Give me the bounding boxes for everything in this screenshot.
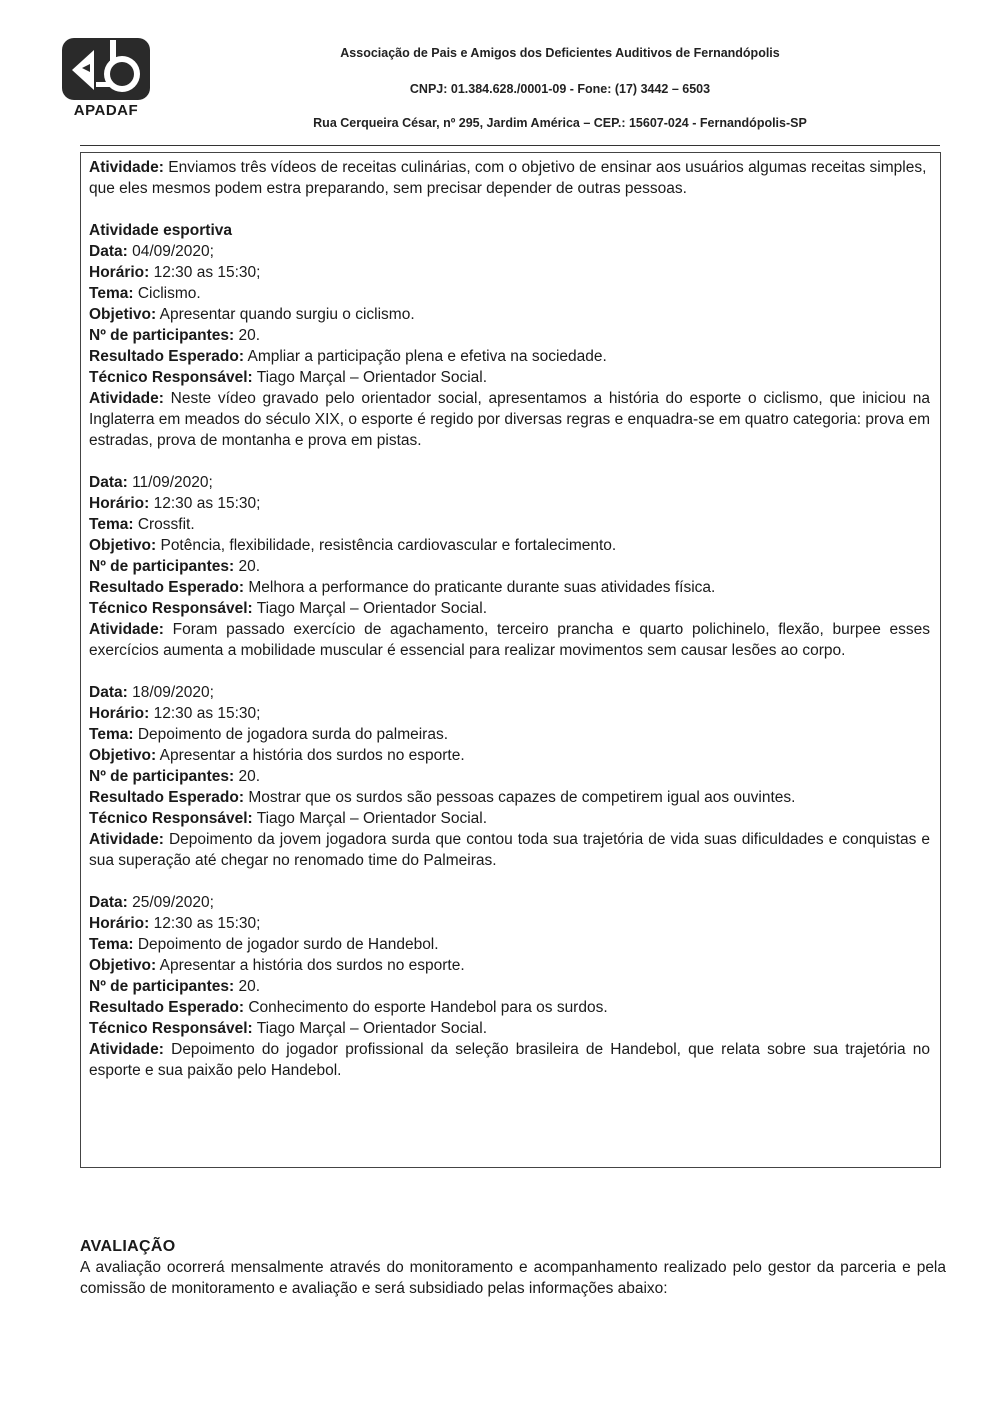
entry-atividade-label: Atividade: <box>89 390 164 407</box>
activity-entry <box>89 892 930 1081</box>
entry-tema-value: Ciclismo. <box>133 285 201 302</box>
entry-participantes-value: 20. <box>234 768 261 785</box>
entry-atividade-line <box>89 829 930 871</box>
entry-tema-line <box>89 724 930 745</box>
entry-objetivo-line <box>89 745 930 766</box>
activity-entry <box>89 472 930 661</box>
entry-tema-value: Depoimento de jogador surdo de Handebol. <box>133 936 439 953</box>
entry-horario-line <box>89 913 930 934</box>
entry-objetivo-value: Apresentar a história dos surdos no esporte. <box>156 957 465 974</box>
entry-atividade-label: Atividade: <box>89 621 164 638</box>
ear-logo-icon <box>60 36 152 102</box>
entry-participantes-line <box>89 766 930 787</box>
entry-tema-line <box>89 934 930 955</box>
entry-tecnico-line <box>89 1018 930 1039</box>
entry-objetivo-value: Apresentar quando surgiu o ciclismo. <box>156 306 415 323</box>
entry-participantes-label: Nº de participantes: <box>89 327 235 344</box>
entry-tema-label: Tema: <box>89 936 134 953</box>
entry-tema-value: Crossfit. <box>133 516 195 533</box>
entry-horario-line <box>89 493 930 514</box>
entry-data-line <box>89 472 930 493</box>
entry-data-label: Data: <box>89 684 128 701</box>
entry-data-line <box>89 241 930 262</box>
entry-atividade-value: Neste vídeo gravado pelo orientador social, apresentamos a história do esporte o ciclismo, que iniciou na Inglaterra em meados do século XIX, o esporte é regido por diversas regras e enquadra-se em quatro categoria: prova em estradas, prova de montanha e prova em pistas. <box>89 390 930 449</box>
entry-resultado-value: Conhecimento do esporte Handebol para os surdos. <box>244 999 608 1016</box>
entry-horario-line <box>89 703 930 724</box>
entry-tecnico-value: Tiago Marçal – Orientador Social. <box>252 1020 488 1037</box>
entry-data-value: 11/09/2020; <box>127 474 213 491</box>
entry-participantes-label: Nº de participantes: <box>89 768 235 785</box>
entry-resultado-line <box>89 577 930 598</box>
entries-list <box>89 241 930 1081</box>
entry-objetivo-label: Objetivo: <box>89 747 157 764</box>
entry-resultado-line <box>89 346 930 367</box>
entry-resultado-line <box>89 787 930 808</box>
entry-atividade-value: Foram passado exercício de agachamento, terceiro prancha e quarto polichinelo, flexão, burpee esses exercícios aumenta a mobilidade muscular é essencial para realizar movimentos sem causar lesões ao corpo. <box>89 621 930 659</box>
entry-resultado-value: Melhora a performance do praticante durante suas atividades física. <box>244 579 716 596</box>
entry-atividade-line <box>89 388 930 451</box>
entry-horario-label: Horário: <box>89 264 150 281</box>
entry-tecnico-line <box>89 808 930 829</box>
entry-objetivo-value: Potência, flexibilidade, resistência cardiovascular e fortalecimento. <box>156 537 617 554</box>
entry-data-line <box>89 682 930 703</box>
entry-tecnico-label: Técnico Responsável: <box>89 369 253 386</box>
entry-participantes-label: Nº de participantes: <box>89 978 235 995</box>
entry-horario-label: Horário: <box>89 495 150 512</box>
entry-objetivo-label: Objetivo: <box>89 957 157 974</box>
entry-horario-value: 12:30 as 15:30; <box>149 915 261 932</box>
entry-horario-label: Horário: <box>89 705 150 722</box>
entry-atividade-label: Atividade: <box>89 1041 164 1058</box>
entry-resultado-label: Resultado Esperado: <box>89 999 245 1016</box>
entry-participantes-line <box>89 976 930 997</box>
entry-objetivo-line <box>89 535 930 556</box>
entry-participantes-value: 20. <box>234 978 261 995</box>
entry-objetivo-label: Objetivo: <box>89 537 157 554</box>
entry-tecnico-value: Tiago Marçal – Orientador Social. <box>252 600 488 617</box>
avaliacao-text: A avaliação ocorrerá mensalmente através do monitoramento e acompanhamento realizado pelo gestor da parceria e pela comissão de monitoramento e avaliação e será subsidiado pelas informações abaixo: <box>80 1259 946 1297</box>
entry-data-value: 25/09/2020; <box>127 894 214 911</box>
cnpj-line: CNPJ: 01.384.628./0001-09 - Fone: (17) 3442 – 6503 <box>409 82 711 96</box>
entry-participantes-label: Nº de participantes: <box>89 558 235 575</box>
entry-data-value: 04/09/2020; <box>127 243 214 260</box>
intro-text: Enviamos três vídeos de receitas culinárias, com o objetivo de ensinar aos usuários algumas receitas simples, que eles mesmos podem estra preparando, sem precisar depender de outras pessoas. <box>89 159 927 197</box>
entry-tecnico-label: Técnico Responsável: <box>89 810 253 827</box>
entry-tecnico-value: Tiago Marçal – Orientador Social. <box>252 810 488 827</box>
entry-atividade-line <box>89 1039 930 1081</box>
entry-objetivo-line <box>89 955 930 976</box>
entry-data-line <box>89 892 930 913</box>
entry-horario-value: 12:30 as 15:30; <box>149 705 261 722</box>
entry-tema-line <box>89 283 930 304</box>
entry-tecnico-label: Técnico Responsável: <box>89 1020 253 1037</box>
entry-resultado-label: Resultado Esperado: <box>89 348 245 365</box>
entry-resultado-label: Resultado Esperado: <box>89 789 245 806</box>
entry-data-label: Data: <box>89 894 128 911</box>
entry-atividade-label: Atividade: <box>89 831 164 848</box>
entry-resultado-line <box>89 997 930 1018</box>
activity-report-box <box>80 152 941 1168</box>
activity-entry <box>89 241 930 451</box>
entry-tecnico-line <box>89 367 930 388</box>
entry-objetivo-label: Objetivo: <box>89 306 157 323</box>
entry-tecnico-line <box>89 598 930 619</box>
activity-report-content <box>89 157 930 1081</box>
avaliacao-title: AVALIAÇÃO <box>80 1238 176 1255</box>
entry-data-value: 18/09/2020; <box>127 684 214 701</box>
entry-tecnico-value: Tiago Marçal – Orientador Social. <box>252 369 488 386</box>
logo-text: APADAF <box>73 102 139 119</box>
entry-tema-line <box>89 514 930 535</box>
entry-horario-label: Horário: <box>89 915 150 932</box>
entry-atividade-value: Depoimento do jogador profissional da seleção brasileira de Handebol, que relata sobre sua trajetória no esporte e sua paixão pelo Handebol. <box>89 1041 930 1079</box>
entry-atividade-value: Depoimento da jovem jogadora surda que contou toda sua trajetória de vida suas dificuldades e conquistas e sua superação até chegar no renomado time do Palmeiras. <box>89 831 930 869</box>
entry-tema-label: Tema: <box>89 516 134 533</box>
entry-atividade-line <box>89 619 930 661</box>
entry-participantes-value: 20. <box>234 558 261 575</box>
entry-data-label: Data: <box>89 243 128 260</box>
entry-tecnico-label: Técnico Responsável: <box>89 600 253 617</box>
entry-participantes-line <box>89 325 930 346</box>
entry-tema-label: Tema: <box>89 285 134 302</box>
entry-horario-value: 12:30 as 15:30; <box>149 495 261 512</box>
entry-participantes-line <box>89 556 930 577</box>
avaliacao-section <box>80 1236 946 1299</box>
entry-resultado-label: Resultado Esperado: <box>89 579 245 596</box>
address-line: Rua Cerqueira César, nº 295, Jardim América – CEP.: 15607-024 - Fernandópolis-SP <box>313 116 807 130</box>
intro-activity <box>89 157 930 199</box>
header-divider <box>80 145 940 146</box>
section-title: Atividade esportiva <box>89 222 232 239</box>
entry-resultado-value: Ampliar a participação plena e efetiva na sociedade. <box>244 348 607 365</box>
intro-label: Atividade: <box>89 159 164 176</box>
entry-horario-value: 12:30 as 15:30; <box>149 264 261 281</box>
apadaf-logo <box>60 36 152 120</box>
entry-resultado-value: Mostrar que os surdos são pessoas capazes de competirem igual aos ouvintes. <box>244 789 796 806</box>
org-name: Associação de Pais e Amigos dos Deficientes Auditivos de Fernandópolis <box>340 46 780 60</box>
entry-tema-label: Tema: <box>89 726 134 743</box>
activity-entry <box>89 682 930 871</box>
entry-participantes-value: 20. <box>234 327 261 344</box>
entry-objetivo-line <box>89 304 930 325</box>
entry-data-label: Data: <box>89 474 128 491</box>
entry-horario-line <box>89 262 930 283</box>
entry-tema-value: Depoimento de jogadora surda do palmeiras. <box>133 726 449 743</box>
entry-objetivo-value: Apresentar a história dos surdos no esporte. <box>156 747 465 764</box>
